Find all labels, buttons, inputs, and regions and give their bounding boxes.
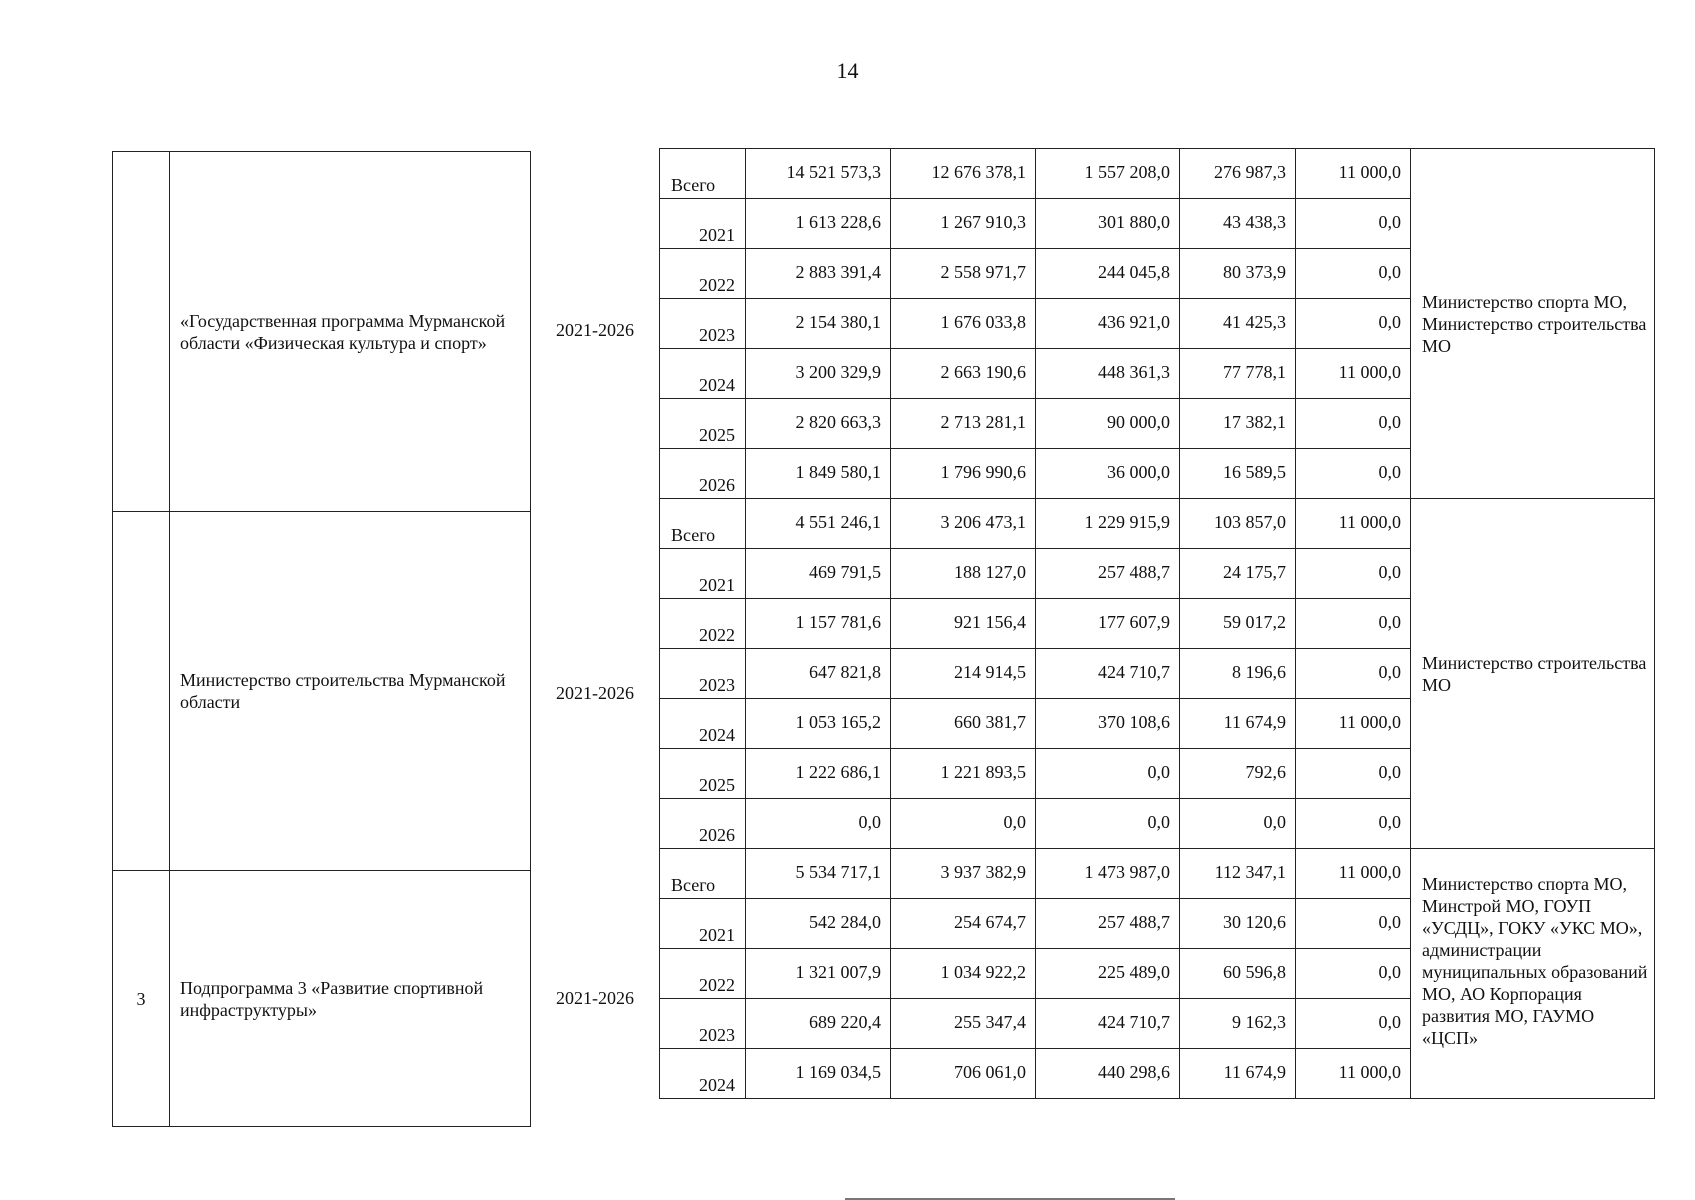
- funding-table: [659, 148, 1655, 1099]
- amount-cell: 3 200 329,9: [746, 349, 891, 399]
- amount-cell: 11 000,0: [1296, 349, 1411, 399]
- amount-cell: 257 488,7: [1036, 549, 1180, 599]
- amount-cell: 0,0: [1296, 249, 1411, 299]
- amount-cell: 1 849 580,1: [746, 449, 891, 499]
- amount-cell: 1 229 915,9: [1036, 499, 1180, 549]
- total-label: Всего: [660, 149, 746, 199]
- amount-cell: 0,0: [1296, 749, 1411, 799]
- amount-cell: 30 120,6: [1180, 899, 1296, 949]
- amount-cell: 11 674,9: [1180, 1049, 1296, 1099]
- table-row: [660, 149, 1655, 199]
- amount-cell: 0,0: [1296, 949, 1411, 999]
- executor-cell: Министерство спорта МО, Министерство строительства МО: [1411, 149, 1655, 499]
- amount-cell: 255 347,4: [891, 999, 1036, 1049]
- amount-cell: 257 488,7: [1036, 899, 1180, 949]
- amount-cell: 1 053 165,2: [746, 699, 891, 749]
- amount-cell: 225 489,0: [1036, 949, 1180, 999]
- amount-cell: 214 914,5: [891, 649, 1036, 699]
- year-cell: 2025: [660, 749, 746, 799]
- amount-cell: 1 267 910,3: [891, 199, 1036, 249]
- amount-cell: 0,0: [1180, 799, 1296, 849]
- executor-cell: Министерство строительства МО: [1411, 499, 1655, 849]
- amount-cell: 1 222 686,1: [746, 749, 891, 799]
- amount-cell: 41 425,3: [1180, 299, 1296, 349]
- amount-cell: 792,6: [1180, 749, 1296, 799]
- amount-cell: 424 710,7: [1036, 649, 1180, 699]
- amount-cell: 1 169 034,5: [746, 1049, 891, 1099]
- amount-cell: 0,0: [1296, 999, 1411, 1049]
- amount-cell: 469 791,5: [746, 549, 891, 599]
- year-cell: 2022: [660, 249, 746, 299]
- amount-cell: 0,0: [1296, 799, 1411, 849]
- period-cell: 2021-2026: [556, 988, 634, 1008]
- amount-cell: 0,0: [1296, 549, 1411, 599]
- amount-cell: 0,0: [1296, 399, 1411, 449]
- amount-cell: 2 663 190,6: [891, 349, 1036, 399]
- amount-cell: 0,0: [1296, 449, 1411, 499]
- amount-cell: 0,0: [1036, 749, 1180, 799]
- year-cell: 2023: [660, 999, 746, 1049]
- amount-cell: 0,0: [1296, 599, 1411, 649]
- amount-cell: 1 321 007,9: [746, 949, 891, 999]
- amount-cell: 424 710,7: [1036, 999, 1180, 1049]
- year-cell: 2021: [660, 199, 746, 249]
- amount-cell: 448 361,3: [1036, 349, 1180, 399]
- amount-cell: 0,0: [746, 799, 891, 849]
- amount-cell: 276 987,3: [1180, 149, 1296, 199]
- amount-cell: 2 558 971,7: [891, 249, 1036, 299]
- amount-cell: 660 381,7: [891, 699, 1036, 749]
- amount-cell: 11 000,0: [1296, 149, 1411, 199]
- amount-cell: 244 045,8: [1036, 249, 1180, 299]
- year-cell: 2022: [660, 599, 746, 649]
- period-cell: 2021-2026: [556, 683, 634, 703]
- year-cell: 2026: [660, 449, 746, 499]
- amount-cell: 254 674,7: [891, 899, 1036, 949]
- amount-cell: 1 557 208,0: [1036, 149, 1180, 199]
- year-cell: 2024: [660, 1049, 746, 1099]
- year-cell: 2024: [660, 699, 746, 749]
- amount-cell: 17 382,1: [1180, 399, 1296, 449]
- year-cell: 2025: [660, 399, 746, 449]
- year-cell: 2026: [660, 799, 746, 849]
- row-number: [113, 152, 170, 512]
- total-label: Всего: [660, 849, 746, 899]
- program-name: Министерство строительства Мурманской области: [170, 512, 531, 871]
- amount-cell: 2 713 281,1: [891, 399, 1036, 449]
- amount-cell: 2 883 391,4: [746, 249, 891, 299]
- amount-cell: 2 820 663,3: [746, 399, 891, 449]
- amount-cell: 0,0: [1296, 199, 1411, 249]
- amount-cell: 11 000,0: [1296, 699, 1411, 749]
- amount-cell: 1 676 033,8: [891, 299, 1036, 349]
- amount-cell: 11 674,9: [1180, 699, 1296, 749]
- amount-cell: 2 154 380,1: [746, 299, 891, 349]
- amount-cell: 1 034 922,2: [891, 949, 1036, 999]
- amount-cell: 5 534 717,1: [746, 849, 891, 899]
- program-row: [113, 512, 531, 871]
- amount-cell: 77 778,1: [1180, 349, 1296, 399]
- period-cell: 2021-2026: [556, 320, 634, 340]
- amount-cell: 370 108,6: [1036, 699, 1180, 749]
- amount-cell: 1 613 228,6: [746, 199, 891, 249]
- year-cell: 2021: [660, 899, 746, 949]
- program-name: Подпрограмма 3 «Развитие спортивной инфраструктуры»: [170, 871, 531, 1127]
- year-cell: 2023: [660, 299, 746, 349]
- row-number: 3: [113, 871, 170, 1127]
- year-cell: 2021: [660, 549, 746, 599]
- amount-cell: 0,0: [1036, 799, 1180, 849]
- amount-cell: 440 298,6: [1036, 1049, 1180, 1099]
- amount-cell: 16 589,5: [1180, 449, 1296, 499]
- amount-cell: 36 000,0: [1036, 449, 1180, 499]
- amount-cell: 301 880,0: [1036, 199, 1180, 249]
- amount-cell: 11 000,0: [1296, 849, 1411, 899]
- amount-cell: 1 221 893,5: [891, 749, 1036, 799]
- amount-cell: 0,0: [891, 799, 1036, 849]
- amount-cell: 0,0: [1296, 299, 1411, 349]
- amount-cell: 3 206 473,1: [891, 499, 1036, 549]
- amount-cell: 706 061,0: [891, 1049, 1036, 1099]
- amount-cell: 4 551 246,1: [746, 499, 891, 549]
- executor-cell: Министерство спорта МО, Минстрой МО, ГОУП «УСДЦ», ГОКУ «УКС МО», администрации муниципальных образований МО, АО Корпорация развития МО, ГАУМО «ЦСП»: [1411, 849, 1655, 1099]
- amount-cell: 436 921,0: [1036, 299, 1180, 349]
- amount-cell: 59 017,2: [1180, 599, 1296, 649]
- amount-cell: 11 000,0: [1296, 1049, 1411, 1099]
- amount-cell: 11 000,0: [1296, 499, 1411, 549]
- amount-cell: 24 175,7: [1180, 549, 1296, 599]
- amount-cell: 921 156,4: [891, 599, 1036, 649]
- amount-cell: 177 607,9: [1036, 599, 1180, 649]
- year-cell: 2023: [660, 649, 746, 699]
- page-number: 14: [836, 58, 859, 83]
- amount-cell: 0,0: [1296, 899, 1411, 949]
- amount-cell: 60 596,8: [1180, 949, 1296, 999]
- program-name: «Государственная программа Мурманской области «Физическая культура и спорт»: [170, 152, 531, 512]
- amount-cell: 43 438,3: [1180, 199, 1296, 249]
- amount-cell: 647 821,8: [746, 649, 891, 699]
- amount-cell: 1 157 781,6: [746, 599, 891, 649]
- amount-cell: 8 196,6: [1180, 649, 1296, 699]
- total-label: Всего: [660, 499, 746, 549]
- amount-cell: 12 676 378,1: [891, 149, 1036, 199]
- table-row: [660, 849, 1655, 899]
- amount-cell: 542 284,0: [746, 899, 891, 949]
- amount-cell: 103 857,0: [1180, 499, 1296, 549]
- program-row: [113, 871, 531, 1127]
- row-number: [113, 512, 170, 871]
- table-row: [660, 499, 1655, 549]
- amount-cell: 3 937 382,9: [891, 849, 1036, 899]
- amount-cell: 1 796 990,6: [891, 449, 1036, 499]
- amount-cell: 1 473 987,0: [1036, 849, 1180, 899]
- year-cell: 2024: [660, 349, 746, 399]
- amount-cell: 9 162,3: [1180, 999, 1296, 1049]
- amount-cell: 112 347,1: [1180, 849, 1296, 899]
- amount-cell: 80 373,9: [1180, 249, 1296, 299]
- amount-cell: 14 521 573,3: [746, 149, 891, 199]
- program-info-table: [112, 151, 531, 1127]
- amount-cell: 0,0: [1296, 649, 1411, 699]
- amount-cell: 188 127,0: [891, 549, 1036, 599]
- program-row: [113, 152, 531, 512]
- amount-cell: 689 220,4: [746, 999, 891, 1049]
- amount-cell: 90 000,0: [1036, 399, 1180, 449]
- year-cell: 2022: [660, 949, 746, 999]
